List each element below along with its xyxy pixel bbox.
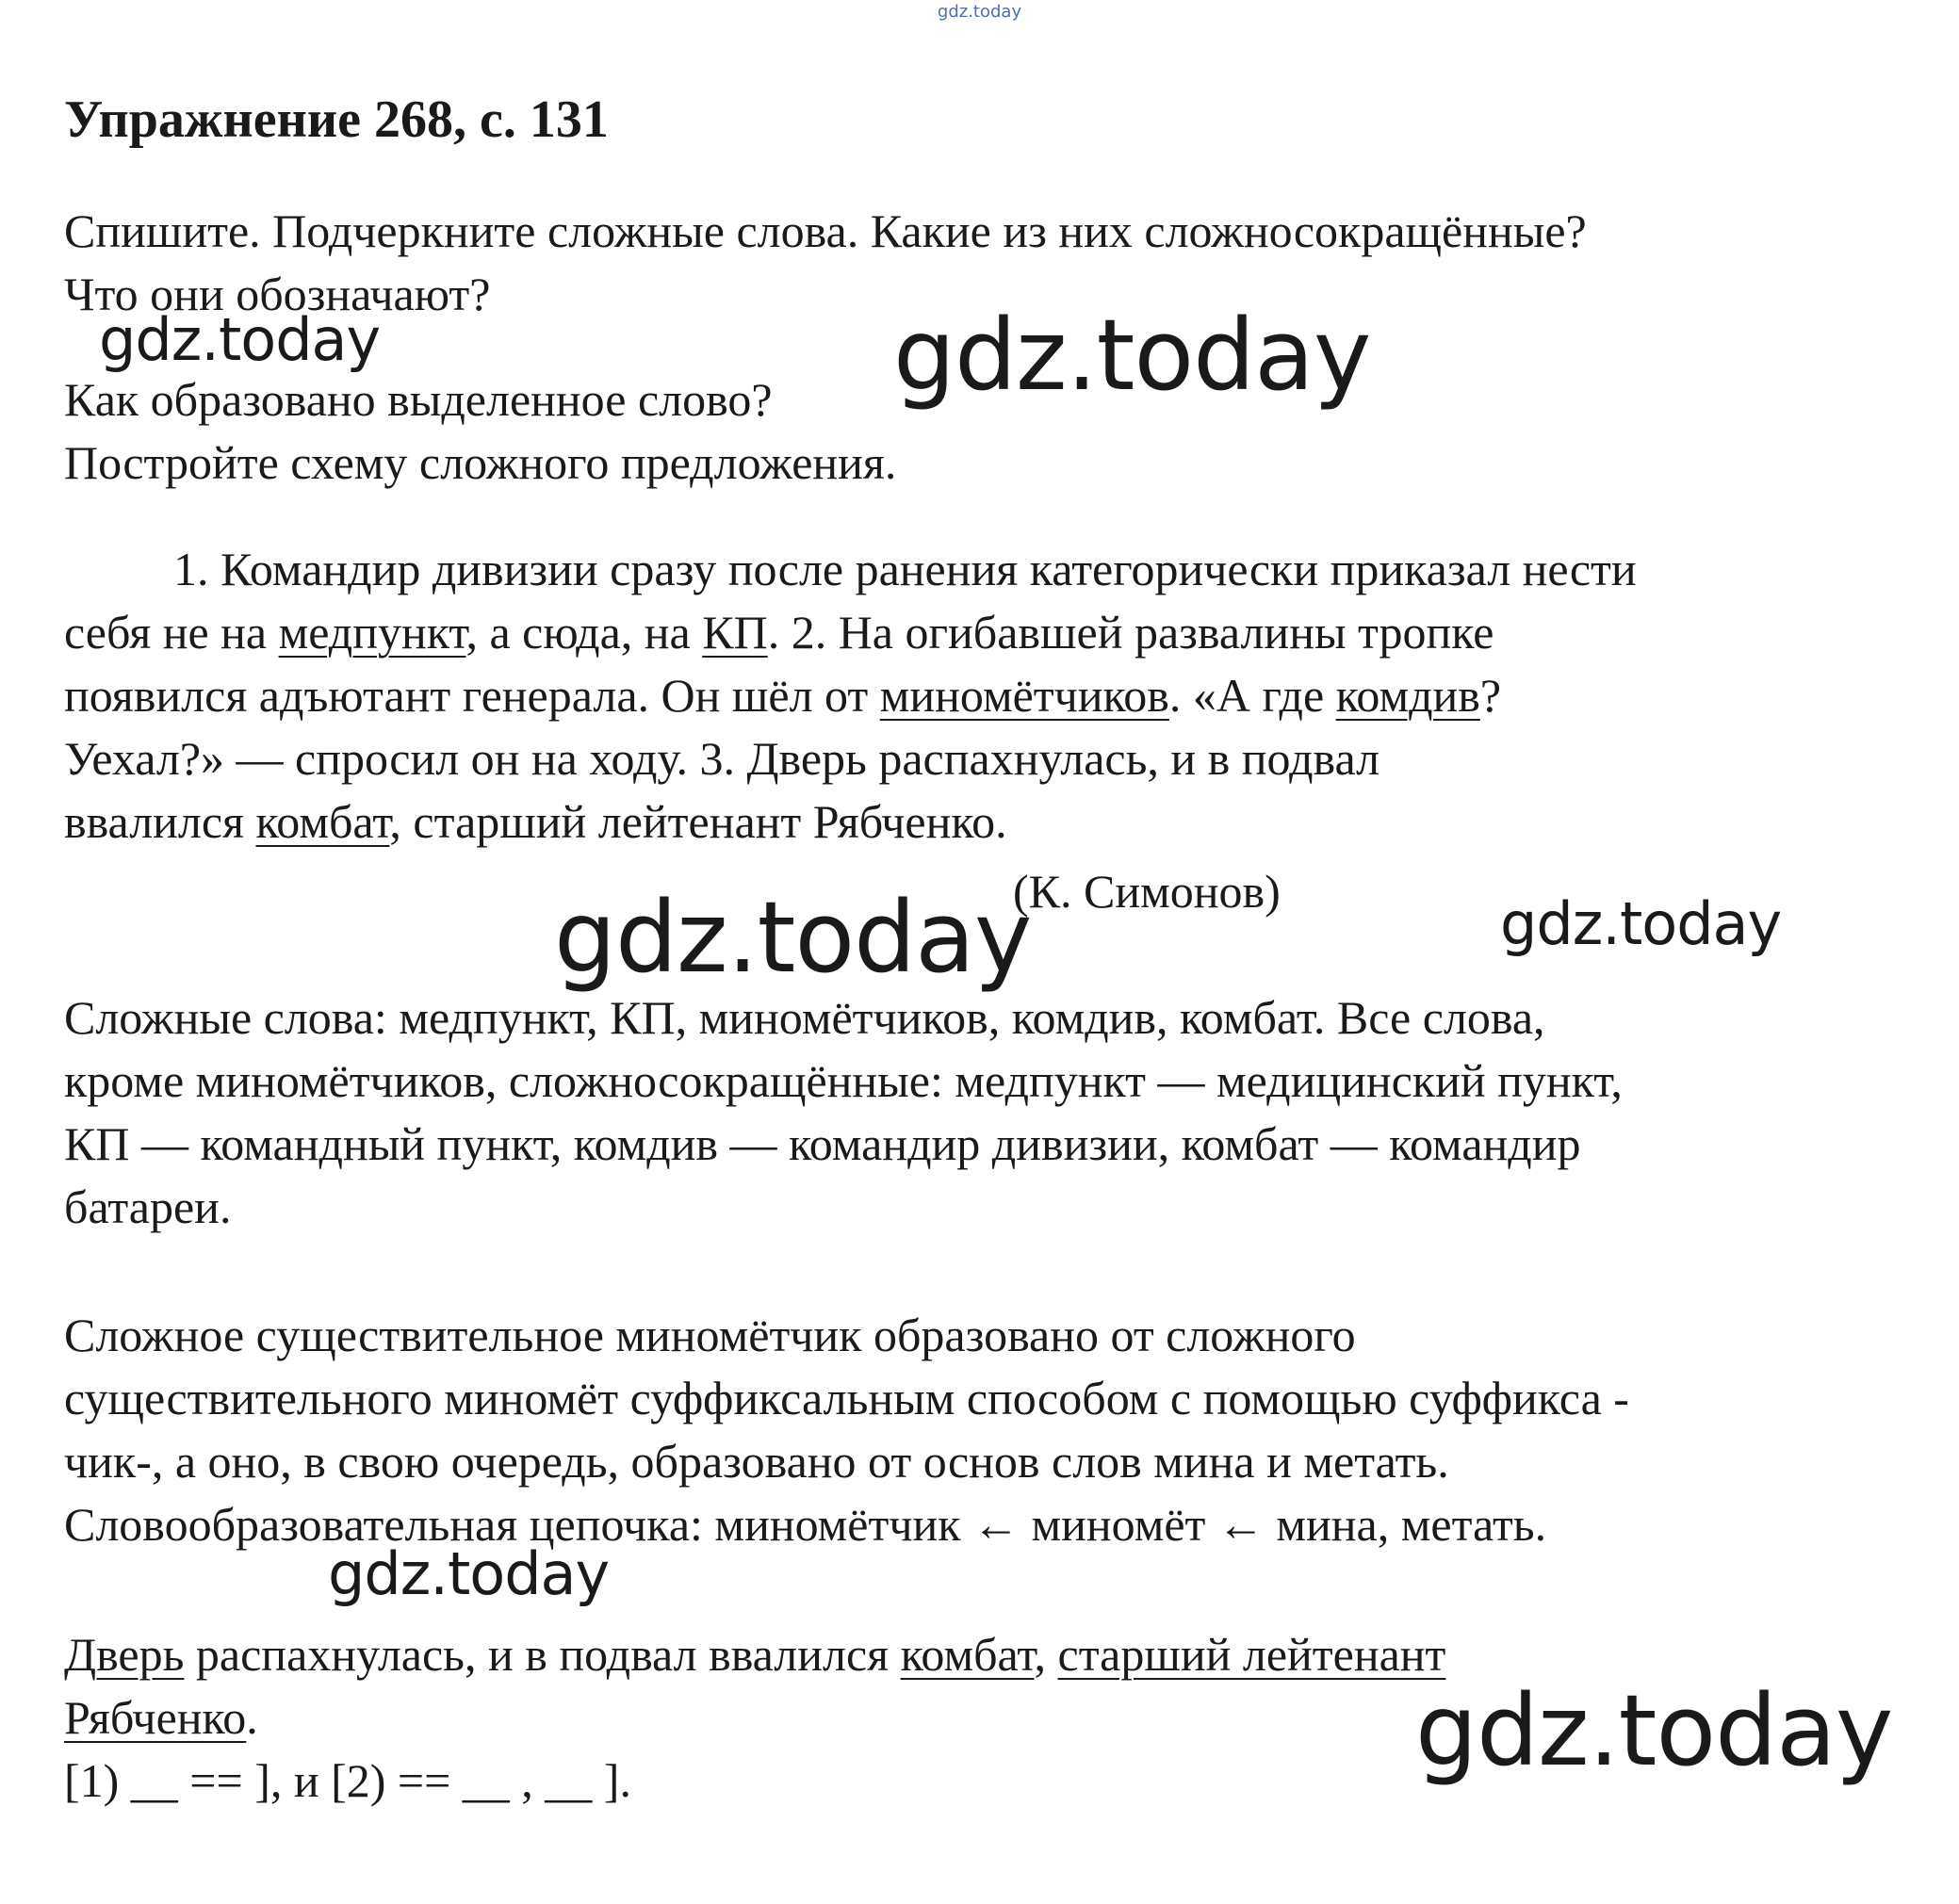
text-line-2 bbox=[64, 601, 1911, 664]
watermark-5: gdz.today bbox=[328, 1539, 610, 1608]
top-watermark: gdz.today bbox=[937, 2, 1022, 22]
text-segment: . «А где bbox=[1168, 669, 1336, 722]
answer1-line-4: батареи. bbox=[64, 1180, 232, 1233]
text-line-4: Уехал?» — спросил он на ходу. 3. Дверь распахнулась, и в подвал bbox=[64, 732, 1380, 785]
text-segment: себя не на bbox=[64, 606, 279, 659]
answer-word-formation bbox=[64, 1304, 1911, 1556]
exercise-text bbox=[64, 538, 1911, 854]
task-line-3: Как образовано выделенное слово? bbox=[64, 373, 773, 426]
text-line-5 bbox=[64, 790, 1911, 854]
watermark-2: gdz.today bbox=[893, 298, 1371, 413]
watermark-3: gdz.today bbox=[554, 880, 1032, 995]
underlined-word-kp: КП bbox=[702, 606, 768, 659]
underlined-word-ryabchenko: Рябченко bbox=[64, 1691, 247, 1744]
answer2-line-1: Сложное существительное миномётчик образовано от сложного bbox=[64, 1309, 1356, 1361]
sentence-scheme: [1) __ == ], и [2) == __ , __ ]. bbox=[64, 1754, 631, 1807]
underlined-word-medpunkt: медпункт bbox=[278, 606, 466, 659]
watermark-4: gdz.today bbox=[1500, 889, 1782, 958]
answer2-line-2: существительного миномёт суффиксальным способом с помощью суффикса - bbox=[64, 1372, 1629, 1424]
text-segment: . bbox=[246, 1691, 258, 1744]
underlined-word-komdiv: комдив bbox=[1335, 669, 1480, 722]
text-segment: , а сюда, на bbox=[465, 606, 703, 659]
answer1-line-1: Сложные слова: медпункт, КП, миномётчиков, комдив, комбат. Все слова, bbox=[64, 991, 1545, 1044]
text-source: (К. Симонов) bbox=[1013, 865, 1281, 918]
underlined-word-kombat-2: комбат bbox=[900, 1628, 1035, 1681]
answer-compound-words bbox=[64, 986, 1911, 1239]
watermark-1: gdz.today bbox=[99, 305, 381, 374]
answer1-line-2: кроме миномётчиков, сложносокращённые: медпункт — медицинский пункт, bbox=[64, 1054, 1623, 1107]
underlined-word-dver: Дверь bbox=[64, 1628, 185, 1681]
watermark-6: gdz.today bbox=[1415, 1673, 1893, 1788]
text-line-1: 1. Командир дивизии сразу после ранения категорически приказал нести bbox=[173, 543, 1637, 595]
text-segment: . 2. На огибавшей развалины тропке bbox=[767, 606, 1494, 659]
underlined-phrase-starshiy-leytenant: старший лейтенант bbox=[1057, 1628, 1446, 1681]
answer1-line-3: КП — командный пункт, комдив — командир дивизии, комбат — командир bbox=[64, 1117, 1581, 1170]
text-segment: ввалился bbox=[64, 795, 256, 848]
answer2-line-3: чик-, а оно, в свою очередь, образовано от основ слов мина и метать. bbox=[64, 1435, 1449, 1488]
text-segment: распахнулась, и в подвал ввалился bbox=[184, 1628, 901, 1681]
answer2-line-4: Словообразовательная цепочка: миномётчик ← миномёт ← мина, метать. bbox=[64, 1498, 1547, 1551]
task-line-4: Постройте схему сложного предложения. bbox=[64, 436, 897, 489]
underlined-word-kombat: комбат bbox=[255, 795, 390, 848]
underlined-word-minometchikov: миномётчиков bbox=[879, 669, 1169, 722]
exercise-title: Упражнение 268, с. 131 bbox=[64, 90, 609, 149]
text-segment: ? bbox=[1479, 669, 1502, 722]
task-line-2: Что они обозначают? bbox=[64, 268, 491, 320]
text-segment: появился адъютант генерала. Он шёл от bbox=[64, 669, 880, 722]
task-line-1: Спишите. Подчеркните сложные слова. Какие из них сложносокращённые? bbox=[64, 204, 1587, 257]
text-segment: , bbox=[1034, 1628, 1058, 1681]
text-line-3 bbox=[64, 664, 1911, 727]
text-segment: , старший лейтенант Рябченко. bbox=[389, 795, 1007, 848]
